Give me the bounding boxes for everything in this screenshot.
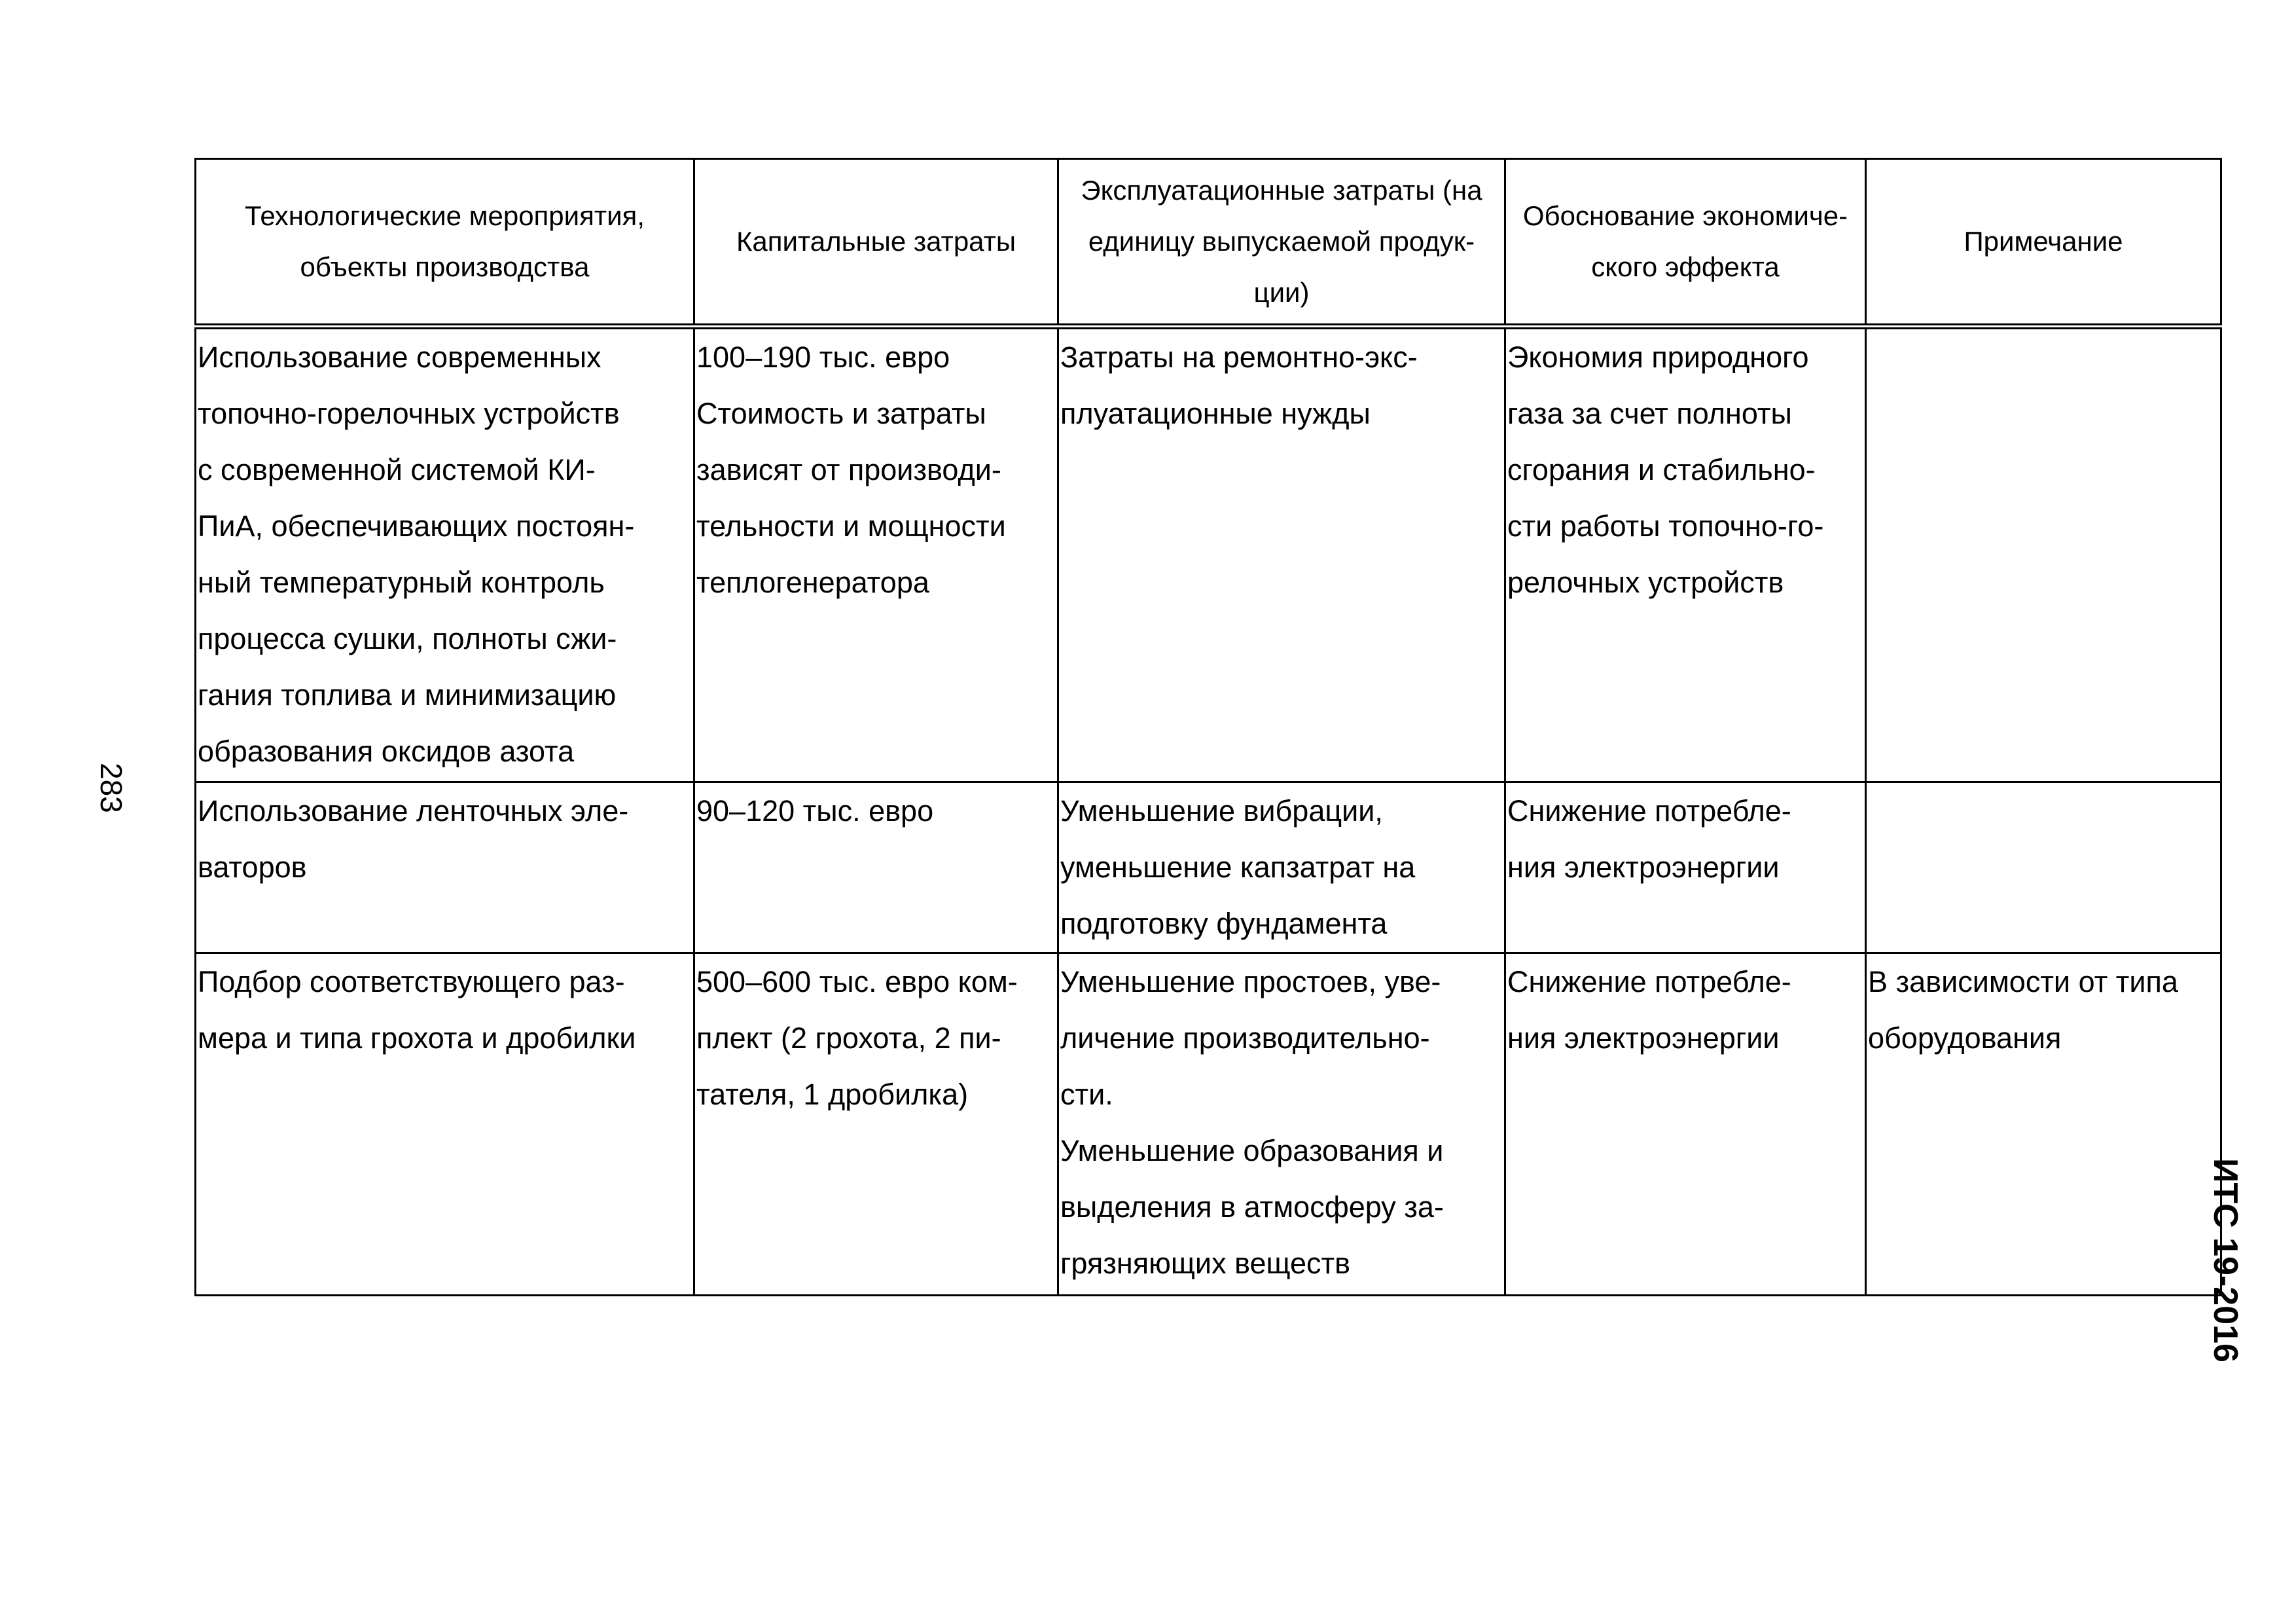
header-note: Примечание: [1866, 159, 2221, 327]
table-header-row: [196, 159, 2221, 327]
cell-operating: Уменьшение простоев, уве- личение производительно- сти. Уменьшение образования и выделения в атмосферу за- грязняющих веществ: [1058, 953, 1505, 1296]
cell-capital: 100–190 тыс. евро Стоимость и затраты зависят от производи- тельности и мощности теплогенератора: [694, 327, 1058, 782]
cell-measure: Использование ленточных эле- ваторов: [196, 782, 694, 953]
cell-capital: 500–600 тыс. евро ком- плект (2 грохота, 2 пи- тателя, 1 дробилка): [694, 953, 1058, 1296]
header-capital-costs: Капитальные затраты: [694, 159, 1058, 327]
cell-measure: Использование современных топочно-горелочных устройств с современной системой КИ- ПиА, обеспечивающих постоян- ный температурный контроль процесса сушки, полноты сжи- гания топлива и минимизацию образования оксидов азота: [196, 327, 694, 782]
cell-operating: Затраты на ремонтно-экс- плуатационные нужды: [1058, 327, 1505, 782]
table-row: [196, 327, 2221, 782]
cell-note: [1866, 782, 2221, 953]
cost-table-container: [194, 158, 2220, 1289]
cell-note: [1866, 327, 2221, 782]
cell-note: В зависимости от типа оборудования: [1866, 953, 2221, 1296]
cell-measure: Подбор соответствующего раз- мера и типа грохота и дробилки: [196, 953, 694, 1296]
header-operating-costs: Эксплуатационные затраты (на единицу выпускаемой продук- ции): [1058, 159, 1505, 327]
cell-operating: Уменьшение вибрации, уменьшение капзатрат на подготовку фундамента: [1058, 782, 1505, 953]
table-row: [196, 782, 2221, 953]
page-number: 283: [94, 763, 128, 813]
cost-table: [194, 158, 2222, 1296]
table-row: [196, 953, 2221, 1296]
document-code: ИТС 19-2016: [2206, 1158, 2244, 1362]
header-economic-effect: Обоснование экономиче- ского эффекта: [1505, 159, 1866, 327]
cell-effect: Экономия природного газа за счет полноты сгорания и стабильно- сти работы топочно-го- релочных устройств: [1505, 327, 1866, 782]
header-measures: Технологические мероприятия, объекты производства: [196, 159, 694, 327]
cell-effect: Снижение потребле- ния электроэнергии: [1505, 953, 1866, 1296]
cell-effect: Снижение потребле- ния электроэнергии: [1505, 782, 1866, 953]
cell-capital: 90–120 тыс. евро: [694, 782, 1058, 953]
